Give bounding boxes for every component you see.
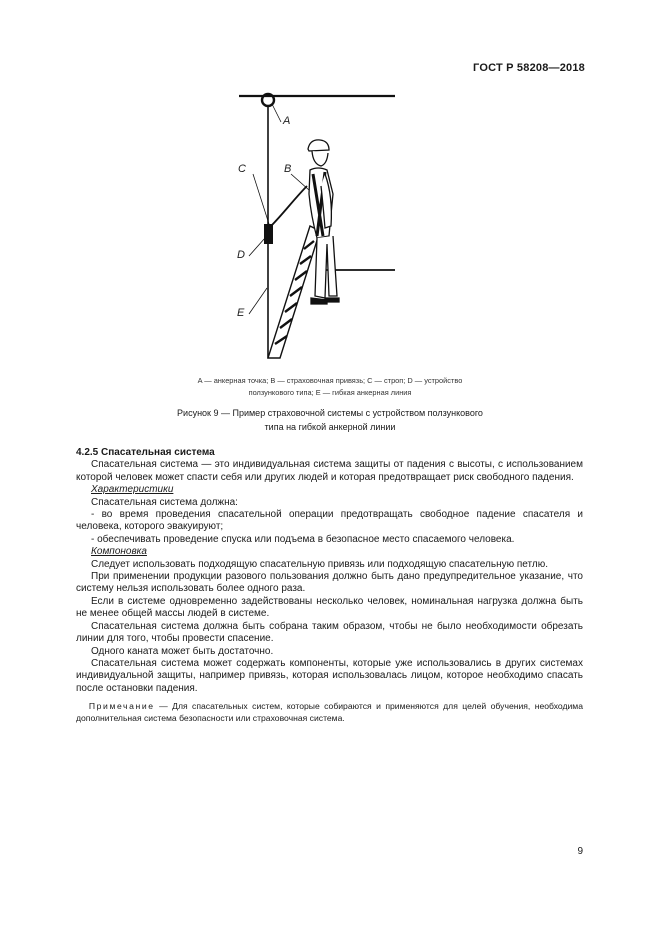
paragraph-1: Следует использовать подходящую спасательную привязь или подходящую спасательную петлю. bbox=[91, 558, 548, 570]
section-content bbox=[76, 447, 583, 724]
figure-caption-line1: Рисунок 9 — Пример страховочной системы с устройством ползункового bbox=[177, 408, 483, 418]
paragraph-5: Одного каната может быть достаточно. bbox=[91, 645, 274, 657]
note bbox=[76, 701, 583, 724]
figure-legend-line1: A — анкерная точка; B — страховочная привязь; C — строп; D — устройство bbox=[197, 376, 463, 385]
paragraph-4: Спасательная система должна быть собрана таким образом, чтобы не было необходимости обрезать линии для того, чтобы провести спасение. bbox=[76, 620, 583, 645]
figure-label-a: A bbox=[283, 115, 291, 127]
bullet-1: - во время проведения спасательной операции предотвращать свободное падение спасателя и человека, которого эвакуируют; bbox=[76, 509, 583, 533]
section-title: 4.2.5 Спасательная система bbox=[76, 447, 215, 458]
figure-caption-line2: типа на гибкой анкерной линии bbox=[264, 422, 396, 432]
paragraph-3: Если в системе одновременно задействованы несколько человек, номинальная нагрузка должна быть не менее общей массы людей в системе. bbox=[76, 595, 583, 620]
figure-fall-arrest-system bbox=[225, 86, 410, 371]
figure-legend bbox=[70, 375, 590, 399]
bullet-2: - обеспечивать проведение спуска или подъема в безопасное место спасаемого человека. bbox=[91, 533, 515, 545]
figure-label-b: B bbox=[284, 163, 292, 175]
figure-legend-line2: ползункового типа; E — гибкая анкерная линия bbox=[248, 388, 412, 397]
slider-device bbox=[264, 224, 273, 244]
section-intro: Спасательная система — это индивидуальная система защиты от падения с высоты, с использованием которой человек может спасти себя или других людей и которая предотвращает риск свободного падения. bbox=[76, 459, 583, 483]
figure-label-d: D bbox=[237, 249, 245, 261]
worker-figure bbox=[308, 140, 339, 304]
note-label: Примечание bbox=[88, 701, 155, 712]
lanyard bbox=[271, 186, 307, 226]
must-line: Спасательная система должна: bbox=[91, 496, 238, 508]
figure-label-e: E bbox=[237, 307, 245, 319]
figure-label-c: C bbox=[238, 163, 246, 175]
figure-caption bbox=[70, 406, 590, 434]
paragraph-6: Спасательная система может содержать компоненты, которые уже использовались в других системах индивидуальной защиты, например привязь, которая использовалась лицом, которое необходимо спасать после остановки падения. bbox=[76, 657, 583, 694]
paragraph-2: При применении продукции разового пользования должно быть дано предупредительное указание, что систему нельзя использовать более одного раза. bbox=[76, 571, 583, 595]
document-header: ГОСТ Р 58208—2018 bbox=[473, 62, 585, 74]
characteristics-heading: Характеристики bbox=[91, 484, 174, 496]
page-number: 9 bbox=[577, 846, 583, 857]
note-text: — Для спасательных систем, которые собираются и применяются для целей обучения, необходима дополнительная система безопасности или страховочная система. bbox=[76, 701, 583, 723]
components-heading: Компоновка bbox=[91, 546, 147, 558]
